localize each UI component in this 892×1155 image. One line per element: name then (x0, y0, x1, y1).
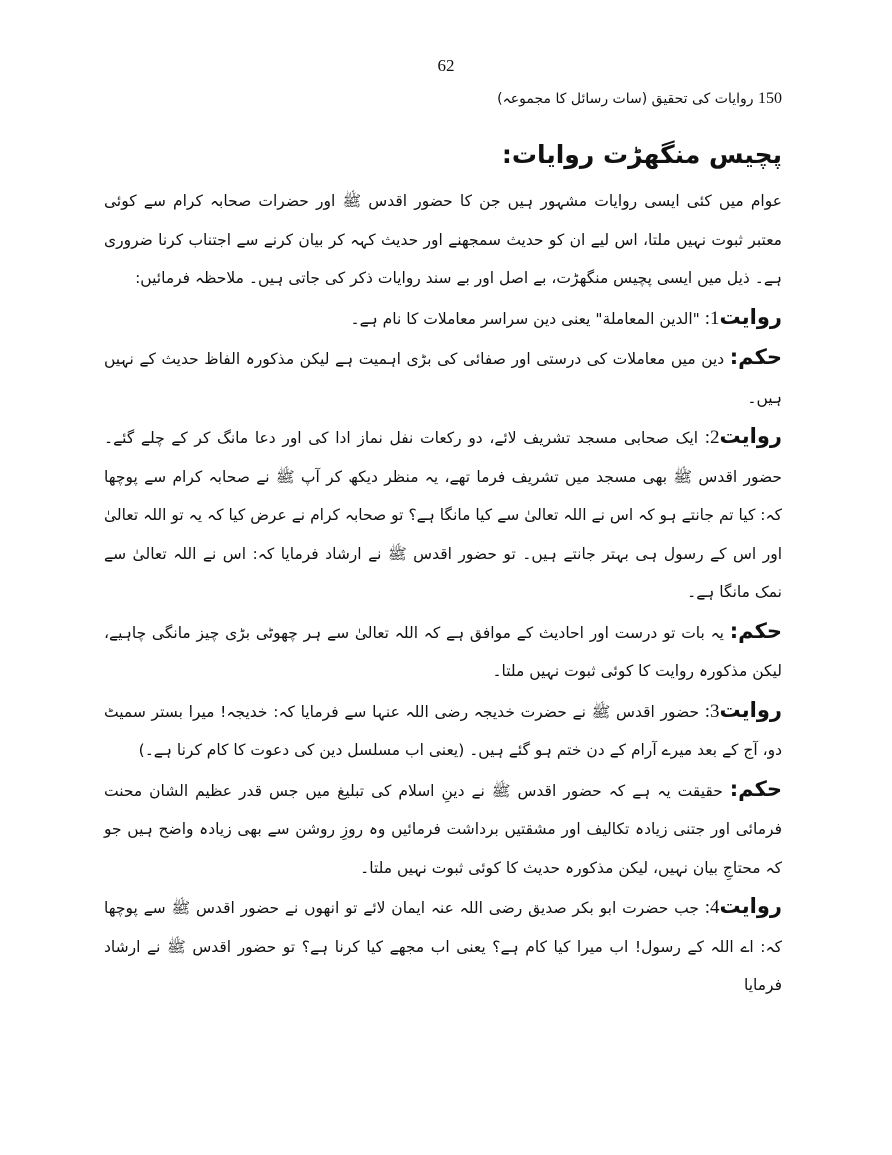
riwayat-label: روایت2: (704, 424, 782, 448)
hukm-2-text: یہ بات تو درست اور احادیث کے موافق ہے کہ اللہ تعالیٰ سے ہر چھوٹی بڑی چیز مانگی چاہیے، لیکن مذکورہ روایت کا کوئی ثبوت نہیں ملتا۔ (104, 623, 782, 680)
riwayat-3 (104, 691, 782, 770)
header-book-subtitle: (سات رسائل کا مجموعہ) (497, 91, 648, 107)
riwayat-1-text: "الدين المعاملة" یعنی دین سراسر معاملات کا نام ہے۔ (350, 309, 700, 328)
riwayat-2 (104, 417, 782, 612)
intro-paragraph: عوام میں کئی ایسی روایات مشہور ہیں جن کا حضور اقدس ﷺ اور حضرات صحابہ کرام سے کوئی معتبر ثبوت نہیں ملتا، اس لیے ان کو حدیث سمجھنے اور حدیث کہہ کر بیان کرنے سے اجتناب کرنا ضروری ہے۔ ذیل میں ایسی پچیس منگھڑت، بے اصل اور بے سند روایات ذکر کی جاتی ہیں۔ ملاحظہ فرمائیں: (104, 192, 782, 287)
hukm-3 (104, 770, 782, 888)
riwayat-label: روایت1: (704, 304, 782, 329)
riwayat-label: روایت4: (704, 894, 782, 918)
hukm-2 (104, 612, 782, 691)
riwayat-label: روایت3: (704, 697, 782, 722)
riwayat-1 (104, 298, 782, 339)
riwayat-3-text: حضور اقدس ﷺ نے حضرت خدیجہ رضی اللہ عنہا سے فرمایا کہ: خدیجہ! میرا بستر سمیٹ دو، آج کے بعد میرے آرام کے دن ختم ہو گئے ہیں۔ (یعنی اب مسلسل دین کی دعوت کا کام کرنا ہے۔) (104, 702, 782, 759)
hukm-3-text: حقیقت یہ ہے کہ حضور اقدس ﷺ نے دینِ اسلام کی تبلیغ میں جس قدر عظیم الشان محنت فرمائی اور جتنی زیادہ تکالیف اور مشقتیں برداشت فرمائیں وہ روزِ روشن سے بھی زیادہ واضح ہیں جو کہ محتاجِ بیان نہیں، لیکن مذکورہ حدیث کا کوئی ثبوت نہیں ملتا۔ (104, 781, 782, 877)
riwayat-2-text: ایک صحابی مسجد تشریف لائے، دو رکعات نفل نماز ادا کی اور دعا مانگ کر کے چلے گئے۔ حضور اقدس ﷺ بھی مسجد میں تشریف فرما تھے، یہ منظر دیکھ کر آپ ﷺ نے صحابہ کرام سے پوچھا کہ: کیا تم جانتے ہو کہ اس نے اللہ تعالیٰ سے کیا مانگا ہے؟ تو صحابہ کرام نے عرض کیا کہ یہ تو اللہ تعالیٰ اور اس کے رسول ہی بہتر جانتے ہیں۔ تو حضور اقدس ﷺ نے ارشاد فرمایا کہ: اس نے اللہ تعالیٰ سے نمک مانگا ہے۔ (104, 429, 782, 601)
hukm-1-text: دین میں معاملات کی درستی اور صفائی کی بڑی اہمیت ہے لیکن مذکورہ الفاظ حدیث کے نہیں ہیں۔ (104, 350, 782, 407)
hukm-label: حکم: (729, 345, 782, 369)
header-book-title: روایات کی تحقیق (651, 91, 754, 107)
hukm-1 (104, 338, 782, 417)
hukm-label: حکم: (729, 776, 782, 801)
section-title: پچیس منگھڑت روایات: (501, 140, 782, 169)
section-body (104, 182, 782, 1005)
running-header (497, 90, 782, 108)
riwayat-4 (104, 887, 782, 1005)
riwayat-4-text: جب حضرت ابو بکر صدیق رضی اللہ عنہ ایمان لائے تو انھوں نے حضور اقدس ﷺ سے پوچھا کہ: اے اللہ کے رسول! اب میرا کیا کام ہے؟ یعنی اب مجھے کیا کرنا ہے؟ تو حضور اقدس ﷺ نے ارشاد فرمایا (104, 899, 782, 994)
page-number: 62 (437, 56, 455, 75)
hukm-label: حکم: (729, 618, 782, 643)
header-book-number: 150 (758, 90, 782, 107)
